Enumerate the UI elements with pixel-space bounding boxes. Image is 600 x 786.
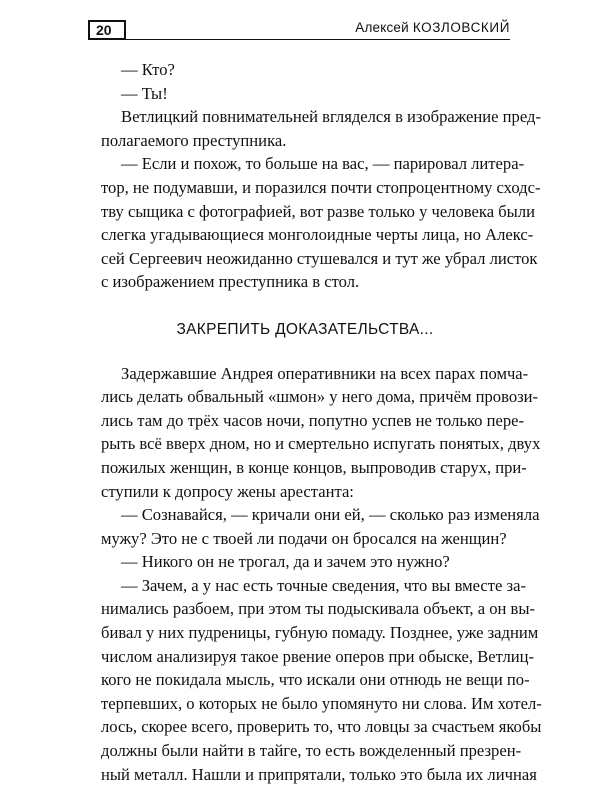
header-rule [126,39,510,40]
text-line: рыть всё вверх дном, но и смертельно испугать понятых, двух [101,434,541,454]
text-line: Задержавшие Андрея оперативники на всех парах помча- [121,363,529,383]
text-line: ступили к допросу жены арестанта: [101,481,354,501]
author-surname: КОЗЛОВСКИЙ [412,20,510,35]
text-line: лись там до трёх часов ночи, попутно успев не только пере- [101,410,525,430]
text-line: — Сознавайся, — кричали они ей, — сколько раз изменяла [121,505,540,525]
text-line: бивал у них пудреницы, губную помаду. Позднее, уже задним [101,623,539,643]
text-line: Ветлицкий повнимательней вгляделся в изображение пред- [121,107,541,127]
text-line: полагаемого преступника. [101,130,287,150]
page-number: 20 [88,20,126,40]
text-line: тор, не подумавши, и поразился почти стопроцентному сходс- [101,177,541,197]
text-line: тву сыщика с фотографией, вот разве только у человека были [101,201,535,221]
text-line: с изображением преступника в стол. [101,272,360,292]
text-line: сей Сергеевич неожиданно стушевался и тут же убрал листок [101,248,538,268]
text-line: ный металл. Нашли и припрятали, только это была их личная [101,764,537,784]
text-line: — Ты! [121,83,168,103]
running-head [355,20,510,35]
text-line: должны были найти в тайге, то есть вожделенный презрен- [101,741,522,761]
text-line: терпевших, о которых не было упомянуто ни слова. Им хотел- [101,693,542,713]
text-line: нимались разбоем, при этом ты подыскивала объект, а он вы- [101,599,536,619]
text-line: — Кто? [121,60,175,79]
text-line: лось, скорее всего, проверить то, что ловцы за счастьем якобы [101,717,542,737]
text-line: мужу? Это не с твоей ли подачи он бросался на женщин? [101,528,507,548]
text-line: пожилых женщин, в конце концов, выпроводив старух, при- [101,457,527,477]
text-line: лись делать обвальный «шмон» у него дома, причём провози- [101,387,539,407]
text-line: — Зачем, а у нас есть точные сведения, что вы вместе за- [121,575,526,595]
author-first-name: Алексей [355,20,409,35]
text-line: — Никого он не трогал, да и зачем это нужно? [121,552,450,572]
page-header [88,20,510,42]
body-text [101,58,542,786]
text-line: кого не покидала мысль, что искали они отнюдь не вещи по- [101,670,530,690]
text-line: слегка угадывающиеся монголоидные черты лица, но Алекс- [101,225,534,245]
text-line: числом анализируя такое рвение оперов при обыске, Ветлиц- [101,646,535,666]
text-line: — Если и похож, то больше на вас, — парировал литера- [121,154,525,174]
section-title: ЗАКРЕПИТЬ ДОКАЗАТЕЛЬСТВА... [176,320,434,338]
